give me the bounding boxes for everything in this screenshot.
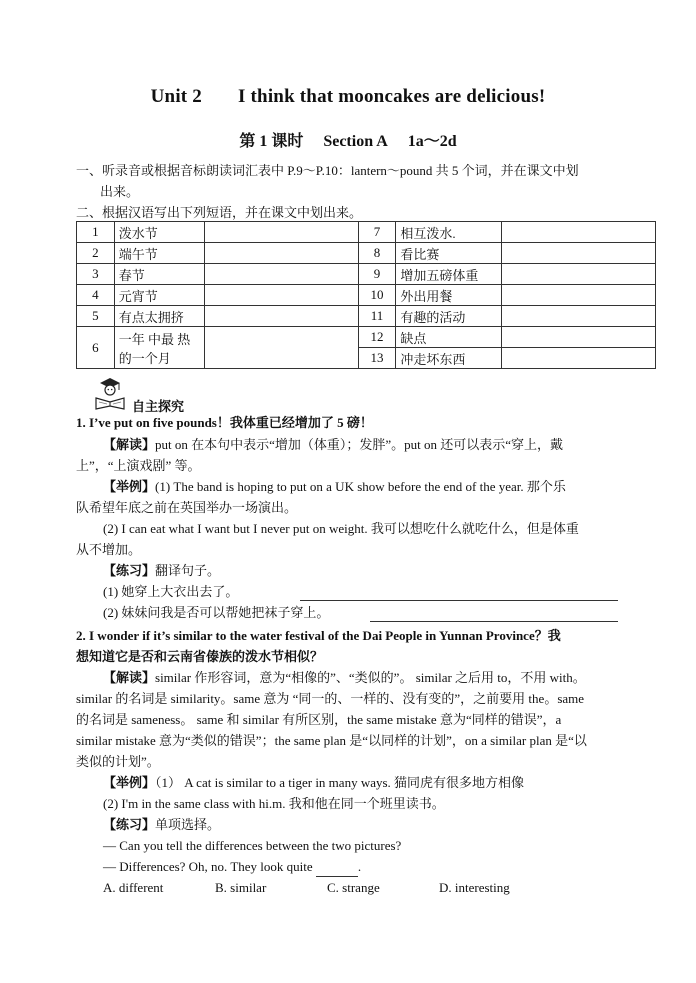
answer-cell[interactable] — [204, 222, 358, 243]
row-number: 7 — [358, 222, 396, 243]
point1-example-line2: (2) I can eat what I want but I never put on weight. 我可以想吃什么就吃什么，但是体重 — [103, 521, 579, 536]
answer-cell[interactable] — [204, 264, 358, 285]
table-row — [77, 306, 656, 327]
options-row — [76, 877, 643, 898]
point1-example-line1 — [76, 476, 663, 497]
practice-text: 翻译句子。 — [155, 563, 221, 578]
answer-blank-2[interactable] — [370, 602, 618, 622]
row-number: 4 — [77, 285, 115, 306]
table-row — [77, 243, 656, 264]
example-tag: 【举例】 — [103, 479, 156, 494]
point2-explain-line1 — [76, 667, 683, 688]
table-row — [77, 285, 656, 306]
student-reading-icon — [92, 376, 128, 415]
answer-cell[interactable] — [204, 327, 358, 369]
chinese-phrase: 缺点 — [396, 327, 502, 348]
point1-example-line1b: 队希望年底之前在英国举办一场演出。 — [76, 500, 298, 515]
chinese-phrase: 相互泼水. — [396, 222, 502, 243]
answer-cell[interactable] — [502, 243, 656, 264]
title-text: I think that mooncakes are delicious! — [237, 86, 546, 107]
example-text: (1) The band is hoping to put on a UK show before the end of the year. 那个乐 — [155, 479, 566, 494]
phrase-part: 一年 中最 热 — [118, 331, 191, 347]
point2-explain-line5: 类似的计划”。 — [76, 754, 160, 769]
task1-line1: 一、听录音或根据音标朗读词汇表中 P.9～P.10：lantern～pound 共 5 个词，并在课文中划 — [76, 163, 579, 178]
answer-blank-1[interactable] — [300, 581, 618, 601]
task2-heading: 二、根据汉语写出下列短语，并在课文中划出来。 — [76, 205, 363, 220]
chinese-phrase: 冲走坏东西 — [396, 348, 502, 369]
point2-explain-line3: 的名词是 sameness。 same 和 similar 有所区别，the same mistake 意为“同样的错误”，a — [76, 712, 562, 727]
lesson-subtitle — [0, 128, 696, 151]
explain-tag: 【解读】 — [103, 670, 156, 685]
point1-practice — [76, 560, 663, 581]
answer-cell[interactable] — [502, 222, 656, 243]
point1-example-line2b: 从不增加。 — [76, 542, 142, 557]
example-tag: 【举例】 — [103, 775, 156, 790]
chinese-phrase: 元宵节 — [114, 285, 204, 306]
table-row — [77, 327, 656, 348]
dialog-line2 — [76, 856, 663, 877]
option-a[interactable]: A. different — [103, 880, 164, 895]
row-number: 6 — [77, 327, 115, 369]
answer-cell[interactable] — [502, 348, 656, 369]
explain-tag: 【解读】 — [103, 437, 156, 452]
point2-example-line2: (2) I'm in the same class with hi.m. 我和他在同一个班里读书。 — [103, 796, 445, 811]
practice-tag: 【练习】 — [103, 563, 156, 578]
chinese-phrase: 端午节 — [114, 243, 204, 264]
point1-explain-line1 — [76, 434, 663, 455]
phrase-part: 的一个月 — [118, 350, 171, 366]
option-d[interactable]: D. interesting — [439, 880, 510, 895]
point2-heading-line1: 2. I wonder if it’s similar to the water festival of the Dai People in Yunnan Province？我 — [76, 628, 561, 643]
point1-heading: 1. I’ve put on five pounds！我体重已经增加了 5 磅！ — [76, 415, 373, 430]
answer-cell[interactable] — [502, 285, 656, 306]
self-study-label: 自主探究 — [132, 399, 185, 414]
chinese-phrase: 增加五磅体重 — [396, 264, 502, 285]
explain-text: similar 作形容词，意为“相像的”、“类似的”。 similar 之后用 to，不用 with。 — [155, 670, 586, 685]
option-b[interactable]: B. similar — [215, 880, 267, 895]
question-text: (2) 妹妹问我是否可以帮她把袜子穿上。 — [103, 605, 330, 620]
range-label: 1a～2d — [407, 133, 457, 150]
dialog-line1: — Can you tell the differences between the two pictures? — [103, 838, 402, 853]
page-title — [0, 86, 696, 108]
row-number: 1 — [77, 222, 115, 243]
section-label: Section A — [323, 133, 388, 150]
question-text: (1) 她穿上大衣出去了。 — [103, 584, 239, 599]
chinese-phrase: 外出用餐 — [396, 285, 502, 306]
point2-explain-line4: similar mistake 意为“类似的错误”；the same plan 是“以同样的计划”，on a similar plan 是“以 — [76, 733, 587, 748]
answer-cell[interactable] — [502, 264, 656, 285]
answer-cell[interactable] — [204, 306, 358, 327]
example-text: （1） A cat is similar to a tiger in many ways. 猫同虎有很多地方相像 — [155, 775, 525, 790]
row-number: 5 — [77, 306, 115, 327]
explain-text: put on 在本句中表示“增加（体重）；发胖”。put on 还可以表示“穿上，戴 — [155, 437, 564, 452]
answer-cell[interactable] — [502, 327, 656, 348]
row-number: 13 — [358, 348, 396, 369]
answer-cell[interactable] — [502, 306, 656, 327]
phrase-table — [76, 221, 656, 369]
point2-heading-line2: 想知道它是否和云南省傣族的泼水节相似？ — [76, 649, 324, 664]
chinese-phrase: 春节 — [114, 264, 204, 285]
answer-blank-3[interactable] — [316, 862, 358, 877]
row-number: 3 — [77, 264, 115, 285]
row-number: 9 — [358, 264, 396, 285]
row-number: 12 — [358, 327, 396, 348]
practice-text: 单项选择。 — [155, 817, 221, 832]
chinese-phrase: 有趣的活动 — [396, 306, 502, 327]
unit-label: Unit 2 — [150, 86, 202, 107]
chinese-phrase: 看比赛 — [396, 243, 502, 264]
dialog-text: — Differences? Oh, no. They look quite — [103, 859, 313, 874]
self-study-header — [92, 376, 184, 415]
dialog-end: . — [357, 859, 362, 874]
answer-cell[interactable] — [204, 243, 358, 264]
option-c[interactable]: C. strange — [327, 880, 380, 895]
chinese-phrase: 有点太拥挤 — [114, 306, 204, 327]
answer-cell[interactable] — [204, 285, 358, 306]
row-number: 10 — [358, 285, 396, 306]
task1-line2: 出来。 — [100, 184, 140, 199]
chinese-phrase — [114, 327, 204, 369]
row-number: 11 — [358, 306, 396, 327]
point2-explain-line2: similar 的名词是 similarity。same 意为 “同一的、一样的、没有变的”，之前要用 the。same — [76, 691, 585, 706]
table-row — [77, 222, 656, 243]
point2-example-line1 — [76, 772, 663, 793]
point1-explain-line2: 上”，“上演戏剧” 等。 — [76, 458, 201, 473]
practice-tag: 【练习】 — [103, 817, 156, 832]
table-row — [77, 264, 656, 285]
row-number: 2 — [77, 243, 115, 264]
chinese-phrase: 泼水节 — [114, 222, 204, 243]
point2-practice — [76, 814, 663, 835]
lesson-label: 第 1 课时 — [239, 133, 304, 150]
row-number: 8 — [358, 243, 396, 264]
